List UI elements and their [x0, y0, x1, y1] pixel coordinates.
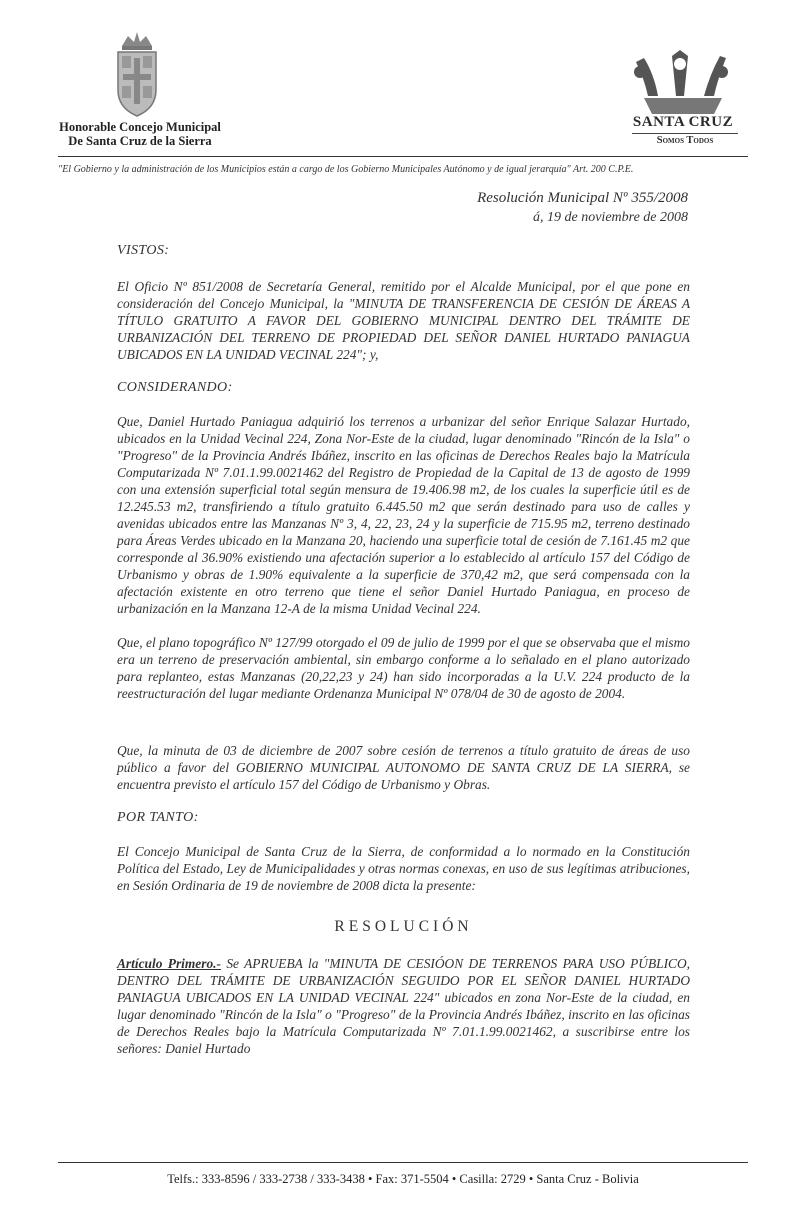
issuer-line-2: De Santa Cruz de la Sierra	[68, 134, 212, 148]
vistos-paragraph: El Oficio Nº 851/2008 de Secretaría General, remitido por el Alcalde Municipal, por el que pone en consideración del Concejo Municipal, la "MINUTA DE TRANSFERENCIA DE CESIÓN DE ÁREAS A TÍTULO GRATUITO A FAVOR DEL GOBIERNO MUNICIPAL DENTRO DEL TRÁMITE DE URBANIZACIÓN DEL TERRENO DE PROPIEDAD DEL SEÑOR DANIEL HURTADO PANIAGUA UBICADOS EN LA UNIDAD VECINAL 224"; y,	[117, 279, 690, 362]
header-divider	[58, 156, 748, 157]
resolucion-heading: RESOLUCIÓN	[334, 918, 473, 935]
portanto-paragraph: El Concejo Municipal de Santa Cruz de la Sierra, de conformidad a lo normado en la Constitución Política del Estado, Ley de Municipalidades y otras normas conexas, en uso de sus legítimas atribuciones, en Sesión Ordinaria de 19 de noviembre de 2008 dicta la presente:	[117, 844, 690, 893]
issuer-name	[40, 120, 240, 148]
footer-divider	[58, 1162, 748, 1163]
logo-tagline: Somos Todos	[632, 133, 738, 146]
issuer-line-1: Honorable Concejo Municipal	[59, 120, 221, 134]
article-1-text: Se APRUEBA la "MINUTA DE CESIÓON DE TERRENOS PARA USO PÚBLICO, DENTRO DEL TRÁMITE DE URBANIZACIÓN SEGUIDO POR EL SEÑOR DANIEL HURTADO PANIAGUA UBICADOS EN LA UNIDAD VECINAL 224" ubicados en zona Nor-Este de la ciudad, en lugar denominado "Rincón de la Isla" o "Progreso" de la Provincia Andrés Ibáñez, inscrito en las oficinas de Derechos Reales bajo la Matrícula Computarizada Nº 7.01.1.99.0021462, a suscribirse entre los señores: Daniel Hurtado	[117, 956, 690, 1056]
article-1-label: Artículo Primero.-	[117, 956, 221, 971]
footer-contact: Telfs.: 333-8596 / 333-2738 / 333-3438 • Fax: 371-5504 • Casilla: 2729 • Santa Cruz - Bolivia	[167, 1172, 639, 1186]
document-body	[117, 236, 690, 1057]
vistos-heading: VISTOS:	[117, 243, 170, 258]
considerando-heading: CONSIDERANDO:	[117, 380, 233, 395]
logo-name: SANTA CRUZ	[632, 114, 734, 130]
resolution-number: Resolución Municipal Nº 355/2008	[477, 190, 688, 206]
article-1-paragraph	[117, 955, 690, 1057]
portanto-heading: POR TANTO:	[117, 810, 199, 825]
considerando-paragraph-3: Que, la minuta de 03 de diciembre de 2007 sobre cesión de terrenos a título gratuito de áreas de uso público a favor del GOBIERNO MUNICIPAL AUTONOMO DE SANTA CRUZ DE LA SIERRA, se encuentra previsto el artículo 157 del Código de Urbanismo y Obras.	[117, 743, 690, 792]
coat-of-arms-icon	[108, 28, 166, 120]
header-quote: "El Gobierno y la administración de los Municipios están a cargo de los Gobierno Municipales Autónomo y de igual jerarquía" Art. 200 C.P.E.	[58, 164, 634, 175]
resolution-date: á, 19 de noviembre de 2008	[533, 210, 688, 225]
considerando-paragraph-2: Que, el plano topográfico Nº 127/99 otorgado el 09 de julio de 1999 por el que se observaba que el mismo era un terreno de preservación ambiental, sin embargo conforme a lo señalado en el plano autorizado para replanteo, estas Manzanas (20,22,23 y 24) han sido incorporadas a la U.V. 224 producto de la reestructuración del lugar mediante Ordenanza Municipal Nº 078/04 de 30 de agosto de 2004.	[117, 635, 690, 701]
considerando-paragraph-1: Que, Daniel Hurtado Paniagua adquirió los terrenos a urbanizar del señor Enrique Salazar Hurtado, ubicados en la Unidad Vecinal 224, Zona Nor-Este de la ciudad, lugar denominado "Rincón de la Isla" o "Progreso" de la Provincia Andrés Ibáñez, inscrito en las oficinas de Derechos Reales bajo la Matrícula Computarizada Nº 7.01.1.99.0021462 del Registro de Propiedad de la Capital de 13 de agosto de 1999 con una extensión superficial total según mensura de 19.406.98 m2, de los cuales la superficie útil es de 12.245.53 m2, transfiriendo a título gratuito 6.445.50 m2 que serán destinado para uso de calles y avenidas ubicados entre las Manzanas Nº 3, 4, 22, 23, 24 y la superficie de 715.95 m2, terreno destinado para Áreas Verdes ubicado en la Manzana 20, haciendo una superficie total de cesión de 7.161.45 m2 que corresponde al 36.90% existiendo una afectación superior a lo establecido al artículo 157 del Código de Urbanismo y obras de 1.90% equivalente a la superficie de 370,42 m2, que será compensada con la afectación existente en otro terreno que tiene el señor Daniel Hurtado Paniagua, en proceso de urbanización en la Manzana 12-A de la misma Unidad Vecinal 224.	[117, 414, 690, 616]
